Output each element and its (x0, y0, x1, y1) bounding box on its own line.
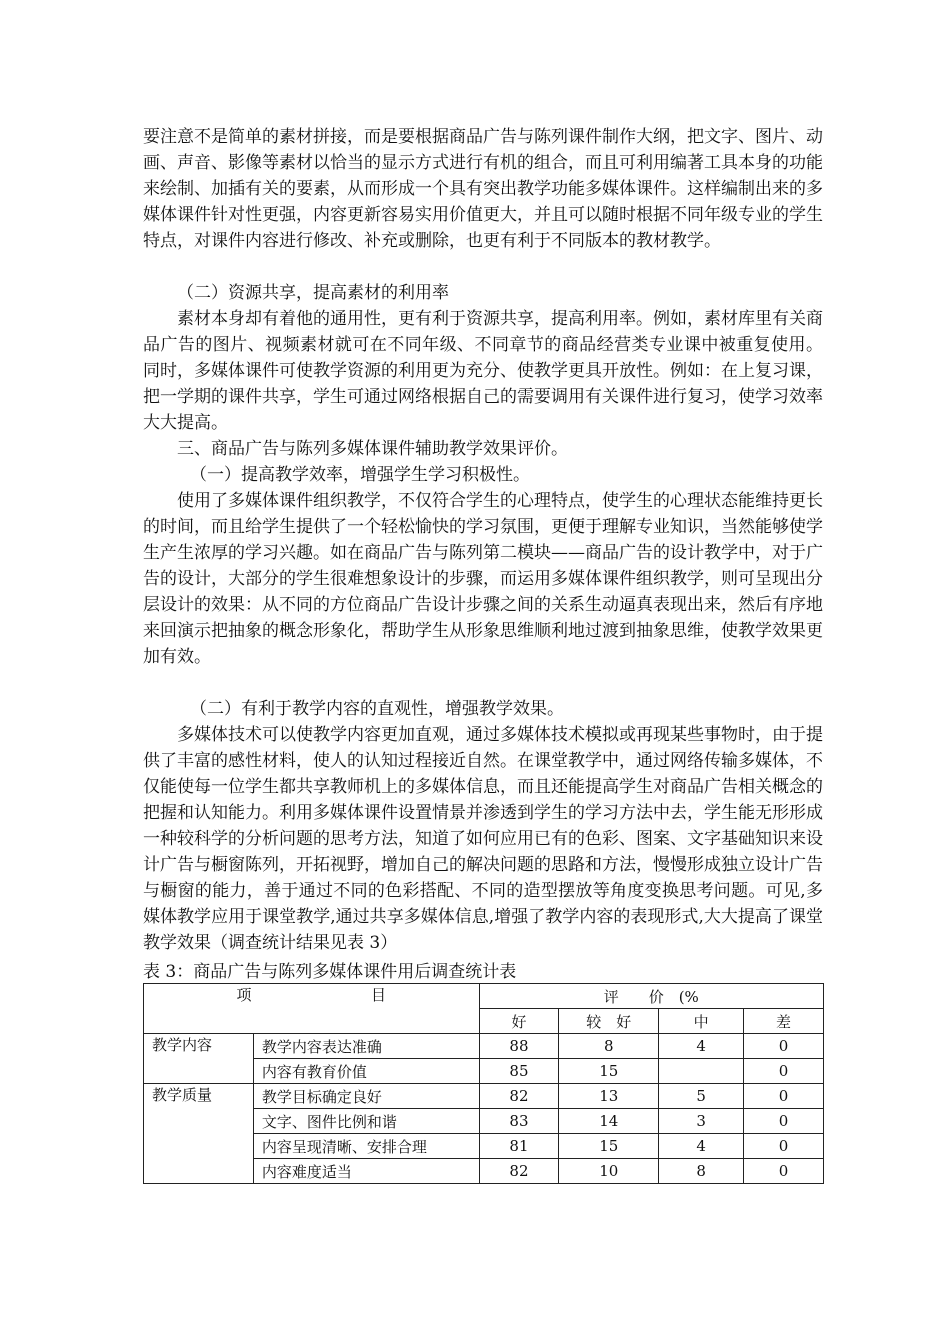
group-teaching-content: 教学内容 (144, 1034, 254, 1084)
cell-good: 85 (479, 1059, 559, 1084)
table-row (144, 1084, 824, 1109)
cell-medium: 3 (659, 1109, 744, 1134)
row-item: 内容有教育价值 (253, 1059, 479, 1084)
row-item: 教学目标确定良好 (253, 1084, 479, 1109)
cell-poor: 0 (744, 1109, 824, 1134)
cell-poor: 0 (744, 1059, 824, 1084)
column-good: 好 (479, 1009, 559, 1034)
section-heading-resource-sharing: （二）资源共享，提高素材的利用率 (177, 283, 449, 303)
cell-good: 82 (479, 1159, 559, 1184)
table-header-row (144, 984, 824, 1009)
cell-medium: 4 (659, 1034, 744, 1059)
cell-poor: 0 (744, 1084, 824, 1109)
cell-medium (659, 1059, 744, 1084)
paragraph-intuitiveness: 多媒体技术可以使教学内容更加直观，通过多媒体技术模拟或再现某些事物时，由于提供了丰富的感性材料，使人的认知过程接近自然。在课堂教学中，通过网络传输多媒体，不仅能使每一位学生都共享教师机上的多媒体信息，而且还能提高学生对商品广告相关概念的把握和认知能力。利用多媒体课件设置情景并渗透到学生的学习方法中去，学生能无形形成一种较科学的分析问题的思考方法，知道了如何应用已有的色彩、图案、文字基础知识来设计广告与橱窗陈列，开拓视野，增加自己的解决问题的思路和方法，慢慢形成独立设计广告与橱窗的能力，善于通过不同的色彩搭配、不同的造型摆放等角度变换思考问题。可见,多媒体教学应用于课堂教学,通过共享多媒体信息,增强了教学内容的表现形式,大大提高了课堂教学效果（调查统计结果见表 3） (143, 725, 823, 953)
cell-medium: 4 (659, 1134, 744, 1159)
column-medium: 中 (659, 1009, 744, 1034)
row-item: 内容呈现清晰、安排合理 (253, 1134, 479, 1159)
cell-fairly-good: 14 (559, 1109, 659, 1134)
cell-medium: 8 (659, 1159, 744, 1184)
cell-good: 83 (479, 1109, 559, 1134)
cell-good: 81 (479, 1134, 559, 1159)
cell-fairly-good: 8 (559, 1034, 659, 1059)
column-fairly-good: 较 好 (559, 1009, 659, 1034)
group-teaching-quality: 教学质量 (144, 1084, 254, 1184)
column-poor: 差 (744, 1009, 824, 1034)
cell-medium: 5 (659, 1084, 744, 1109)
cell-poor: 0 (744, 1134, 824, 1159)
cell-good: 82 (479, 1084, 559, 1109)
cell-fairly-good: 15 (559, 1059, 659, 1084)
row-item: 文字、图件比例和谐 (253, 1109, 479, 1134)
cell-fairly-good: 10 (559, 1159, 659, 1184)
row-item: 教学内容表达准确 (253, 1034, 479, 1059)
header-evaluation: 评 价 (% (479, 984, 823, 1009)
section-heading-intuitiveness: （二）有利于教学内容的直观性，增强教学效果。 (190, 699, 564, 719)
header-item-cell (144, 984, 480, 1034)
cell-fairly-good: 15 (559, 1134, 659, 1159)
table-row (144, 1034, 824, 1059)
cell-good: 88 (479, 1034, 559, 1059)
paragraph-resource-sharing: 素材本身却有着他的通用性，更有利于资源共享，提高利用率。例如，素材库里有关商品广告的图片、视频素材就可在不同年级、不同章节的商品经营类专业课中被重复使用。 同时，多媒体课件可使教学资源的利用更为充分、使教学更具开放性。例如：在上复习课，把一学期的课件共享，学生可通过网络根据自己的需要调用有关课件进行复习，使学习效率大大提高。 (143, 309, 823, 433)
cell-fairly-good: 13 (559, 1084, 659, 1109)
cell-poor: 0 (744, 1159, 824, 1184)
survey-table (143, 983, 824, 1184)
section-heading-efficiency: （一）提高教学效率，增强学生学习积极性。 (190, 465, 530, 485)
row-item: 内容难度适当 (253, 1159, 479, 1184)
header-item-label-1: 项 (236, 986, 252, 1004)
table-caption: 表 3：商品广告与陈列多媒体课件用后调查统计表 (143, 962, 517, 982)
cell-poor: 0 (744, 1034, 824, 1059)
header-item-label-2: 目 (371, 986, 387, 1004)
paragraph-efficiency: 使用了多媒体课件组织教学，不仅符合学生的心理特点，使学生的心理状态能维持更长的时间，而且给学生提供了一个轻松愉快的学习氛围，更便于理解专业知识，当然能够使学生产生浓厚的学习兴趣。如在商品广告与陈列第二模块——商品广告的设计教学中，对于广告的设计，大部分的学生很难想象设计的步骤，而运用多媒体课件组织教学，则可呈现出分层设计的效果：从不同的方位商品广告设计步骤之间的关系生动逼真表现出来，然后有序地来回演示把抽象的概念形象化，帮助学生从形象思维顺利地过渡到抽象思维，使教学效果更加有效。 (143, 491, 823, 667)
paragraph-material-integration: 要注意不是简单的素材拼接，而是要根据商品广告与陈列课件制作大纲，把文字、图片、动画、声音、影像等素材以恰当的显示方式进行有机的组合，而且可利用编著工具本身的功能来绘制、加插有关的要素，从而形成一个具有突出教学功能多媒体课件。这样编制出来的多媒体课件针对性更强，内容更新容易实用价值更大，并且可以随时根据不同年级专业的学生特点，对课件内容进行修改、补充或删除，也更有利于不同版本的教材教学。 (143, 127, 823, 251)
section-heading-effect-evaluation: 三、商品广告与陈列多媒体课件辅助教学效果评价。 (177, 439, 568, 459)
